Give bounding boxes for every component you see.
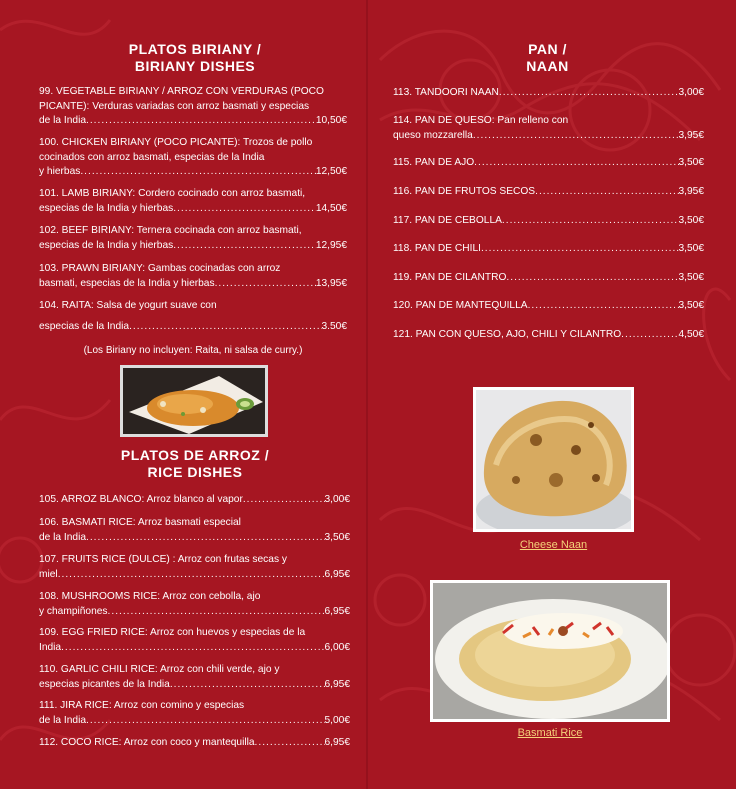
column-divider [366,0,368,789]
menu-item-119: 119. PAN DE CILANTRO ..... 3,50€ [393,271,704,286]
menu-item-121: 121. PAN CON QUESO, AJO, CHILI Y CILANTRO ..... 4,50€ [393,328,704,343]
menu-item-112: 112. COCO RICE: Arroz con coco y mantequilla ..... 6,95€ [39,736,350,751]
price: 14,50€ [315,202,347,214]
price: 3,50€ [678,215,704,226]
menu-item-103: 103. PRAWN BIRIANY: Gambas cocinadas con arroz basmati, especias de la India y hierbas ..... 13,95€ [39,262,347,291]
price: 6,95€ [324,737,350,748]
cheese-naan-photo [473,387,634,532]
price: 6,95€ [324,605,350,617]
price: 6,95€ [324,568,350,580]
biriany-heading: PLATOS BIRIANY / BIRIANY DISHES [128,41,262,74]
menu-item-101: 101. LAMB BIRIANY: Cordero cocinado con arroz basmati, especias de la India y hierbas ..... 14,50€ [39,187,347,216]
menu-item-116: 116. PAN DE FRUTOS SECOS ..... 3,95€ [393,185,704,200]
price: 3,50€ [678,300,704,311]
price: 6,00€ [324,641,350,653]
basmati-rice-photo [430,580,670,722]
cheese-naan-caption: Cheese Naan [519,539,588,551]
price: 12,95€ [315,239,347,251]
price: 5,00€ [324,714,350,726]
price: 3,95€ [678,129,704,141]
menu-item-120: 120. PAN DE MANTEQUILLA ..... 3,50€ [393,299,704,314]
menu-item-108: 108. MUSHROOMS RICE: Arroz con cebolla, ajo y champiñones ..... 6,95€ [39,590,350,619]
price: 4,50€ [678,329,704,340]
menu-item-113: 113. TANDOORI NAAN ..... 3,00€ [393,86,704,101]
menu-item-111: 111. JIRA RICE: Arroz con comino y especias de la India ..... 5,00€ [39,699,350,728]
menu-item-107: 107. FRUITS RICE (DULCE) : Arroz con frutas secas y miel ..... 6,95€ [39,553,350,582]
price: 13,95€ [315,277,347,289]
basmati-rice-caption: Basmati Rice [517,727,583,739]
menu-item-102: 102. BEEF BIRIANY: Ternera cocinada con arroz basmati, especias de la India y hierbas ..... 12,95€ [39,224,347,253]
price: 3,50€ [678,243,704,254]
price: 3,95€ [678,186,704,197]
price: 3,00€ [324,494,350,505]
menu-item-105: 105. ARROZ BLANCO: Arroz blanco al vapor ..... 3,00€ [39,493,350,508]
menu-item-115: 115. PAN DE AJO ..... 3,50€ [393,156,704,171]
menu-item-99: 99. VEGETABLE BIRIANY / ARROZ CON VERDURAS (POCO PICANTE): Verduras variadas con arroz basmati y especias de la India ..... 10,50€ [39,85,347,129]
menu-item-114: 114. PAN DE QUESO: Pan relleno con queso mozzarella ..... 3,95€ [393,114,704,143]
menu-item-109: 109. EGG FRIED RICE: Arroz con huevos y especias de la India ..... 6,00€ [39,626,350,655]
menu-item-104: 104. RAITA: Salsa de yogurt suave con especias de la India ..... 3.50€ [39,299,347,334]
price: 6,95€ [324,678,350,690]
menu-item-110: 110. GARLIC CHILI RICE: Arroz con chili verde, ajo y especias picantes de la India ..... 6,95€ [39,663,350,692]
price: 10,50€ [315,115,347,126]
price: 3,00€ [678,87,704,98]
price: 3,50€ [324,531,350,543]
price: 3,50€ [678,272,704,283]
price: 3.50€ [321,320,347,332]
biriany-photo [120,365,268,437]
menu-item-106: 106. BASMATI RICE: Arroz basmati especial de la India ..... 3,50€ [39,516,350,545]
price: 12,50€ [315,166,347,177]
naan-heading: PAN / NAAN [526,41,569,74]
menu-item-118: 118. PAN DE CHILI ..... 3,50€ [393,242,704,257]
menu-item-100: 100. CHICKEN BIRIANY (POCO PICANTE): Trozos de pollo cocinados con arroz basmati, especias de la India y hierbas ..... 12,50€ [39,136,347,180]
price: 3,50€ [678,157,704,168]
menu-item-117: 117. PAN DE CEBOLLA ..... 3,50€ [393,214,704,229]
biriany-note: (Los Biriany no incluyen: Raita, ni salsa de curry.) [83,345,303,356]
rice-heading: PLATOS DE ARROZ / RICE DISHES [120,447,270,480]
